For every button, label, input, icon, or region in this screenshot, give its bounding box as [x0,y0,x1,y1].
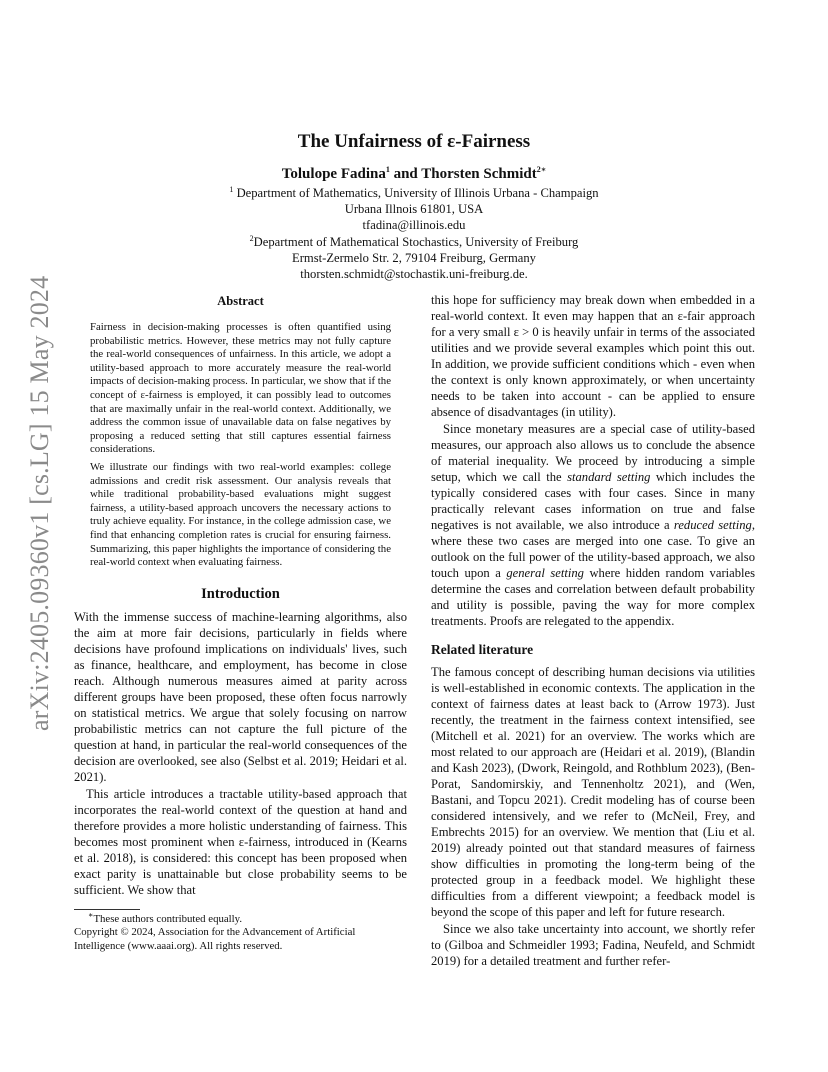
emphasis: standard setting [567,470,651,484]
affiliation-marker: 2 [249,233,254,243]
affiliation-line: Urbana Illnois 61801, USA [344,202,484,217]
arxiv-identifier: arXiv:2405.09360v1 [cs.LG] 15 May 2024 [25,275,54,732]
body-paragraph: Since we also take uncertainty into account, we shortly refer to (Gilboa and Schmeidler 1993; Fadina, Neufeld, and Schmidt 2019) for a detailed treatment and further refer- [431,922,755,968]
affiliation-marker: 1 [229,184,234,194]
footnote-rule [74,909,140,910]
section-heading-introduction: Introduction [201,585,280,602]
affiliations [73,185,755,282]
abstract [74,321,407,570]
abstract-heading: Abstract [217,294,264,308]
body-paragraph: this hope for sufficiency may break down when embedded in a real-world context. It even may happen that an ε-fair approach for a very small ε > 0 is heavily unfair in terms of the associated utilities and we provide several examples which point this out. In addition, we provide sufficient conditions which - even when the context is only known approximately, or when uncertainty needs to be taken into account - can be applied to ensure absence of disadvantages (in utility). [431,293,755,419]
section-heading-related-literature: Related literature [431,642,534,657]
left-column [74,292,407,898]
right-column [431,292,755,969]
author-separator: and [389,166,422,182]
author-email: thorsten.schmidt@stochastik.uni-freiburg.de. [300,267,528,282]
body-paragraph: Since monetary measures are a special case of utility-based measures, our approach also allows us to conclude the absence of material inequality. We proceed by introducing a simple setup, which we call the standard setting which includes the typically considered cases with four cases. Since in many practically relevant cases information on true and false negatives is not available, we also introduce a reduced setting, where these two cases are merged into one case. To give an outlook on the full power of the utility-based approach, we also touch upon a general setting where hidden random variables determine the cases and correlation between default probability and utility is possible, paving the way for more complex treatments. Proofs are relegated to the appendix. [431,422,756,628]
body-paragraph: The famous concept of describing human decisions via utilities is well-established in economic contexts. The application in the context of fairness dates at least back to (Arrow 1973). Just recently, the treatment in the fairness context intensified, see (Mitchell et al. 2021) for an overview. The works which are most related to our approach are (Heidari et al. 2019), (Blandin and Kash 2023), (Dwork, Reingold, and Rothblum 2023), (Ben-Porat, Sandomirskiy, and Tennenholtz 2021), and (Wen, Bastani, and Topcu 2021). Credit modeling has of course been considered intensively, and we refer to (McNeil, Frey, and Embrechts 2015) for an overview. We mention that (Liu et al. 2019) already pointed out that standard measures of fairness show difficulties in promoting the long-term being of the protected group in a feedback model. We highlight these difficulties from a different viewpoint; a feedback model is beyond the scope of this paper and left for future research. [431,665,755,919]
abstract-paragraph: We illustrate our findings with two real-world examples: college admissions and credit risk assessment. Our analysis reveals that while traditional probability-based evaluations might suggest fairness, a utility-based approach uncovers the necessary actions to truly achieve equality. For instance, in the college admission case, we find that enhancing completion rates is crucial for ensuring fairness. Summarizing, this paper highlights the importance of considering the real-world context when evaluating fairness. [90,460,391,569]
paper-title: The Unfairness of ε-Fairness [297,131,531,152]
affiliation-line: Ermst-Zermelo Str. 2, 79104 Freiburg, Germany [292,250,536,265]
affiliation-marker: 1 [385,165,390,174]
emphasis: general setting [506,566,584,580]
affiliation-line: $^1$ Department of Mathematics, University of Illinois Urbana - Champaign [229,184,599,200]
footnote: ∗These authors contributed equally. [88,910,243,925]
copyright-notice: Copyright © 2024, Association for the Advancement of Artificial Intelligence (www.aaai.org). All rights reserved. [74,926,356,952]
body-paragraph: With the immense success of machine-learning algorithms, also the aim at more fair decisions, particularly in fields where decisions have profound implications on individuals' lives, such as finance, healthcare, and employment, has become in close reach. Although numerous measures aimed at parity across different groups have been proposed, these often focus narrowly on statistical metrics. We argue that solely focusing on narrow probabilistic metrics can not capture the full picture of the question at hand, in particular the real-world consequences of the decision are overlooked, see also (Selbst et al. 2019; Heidari et al. 2021). [74,609,407,784]
author-name: Thorsten Schmidt [421,166,537,182]
author-email: tfadina@illinois.edu [362,218,466,233]
footnote-marker: ∗ [88,910,94,920]
affiliation-line: $^2$Department of Mathematical Stochastics, University of Freiburg [249,233,579,249]
body-paragraph: This article introduces a tractable utility-based approach that incorporates the real-world context of the question at hand and therefore provides a more holistic understanding of fairness. This becomes most prominent when ε-fairness, introduced in (Kearns et al. 2018), is considered: this concept has been proposed when exact parity is unattainable but close probability seems to be sufficient. We show that [74,786,407,897]
paper-header [73,130,755,282]
author-list [73,164,755,184]
abstract-paragraph: Fairness in decision-making processes is often quantified using probabilistic metrics. However, these metrics may not fully capture the real-world consequences of unfairness. In this article, we adopt a utility-based approach to more accurately measure the real-world impacts of decision-making process. In particular, we show that if the concept of ε-fairness is employed, it can possibly lead to outcomes that are maximally unfair in the real-world context. Additionally, we address the common issue of unavailable data on false negatives by proposing a reduced setting that still captures essential fairness considerations. [90,321,391,456]
author-name: Tolulope Fadina [281,166,386,182]
footnotes [74,909,407,953]
affiliation-marker: 2∗ [536,165,547,174]
emphasis: reduced setting [673,518,752,532]
